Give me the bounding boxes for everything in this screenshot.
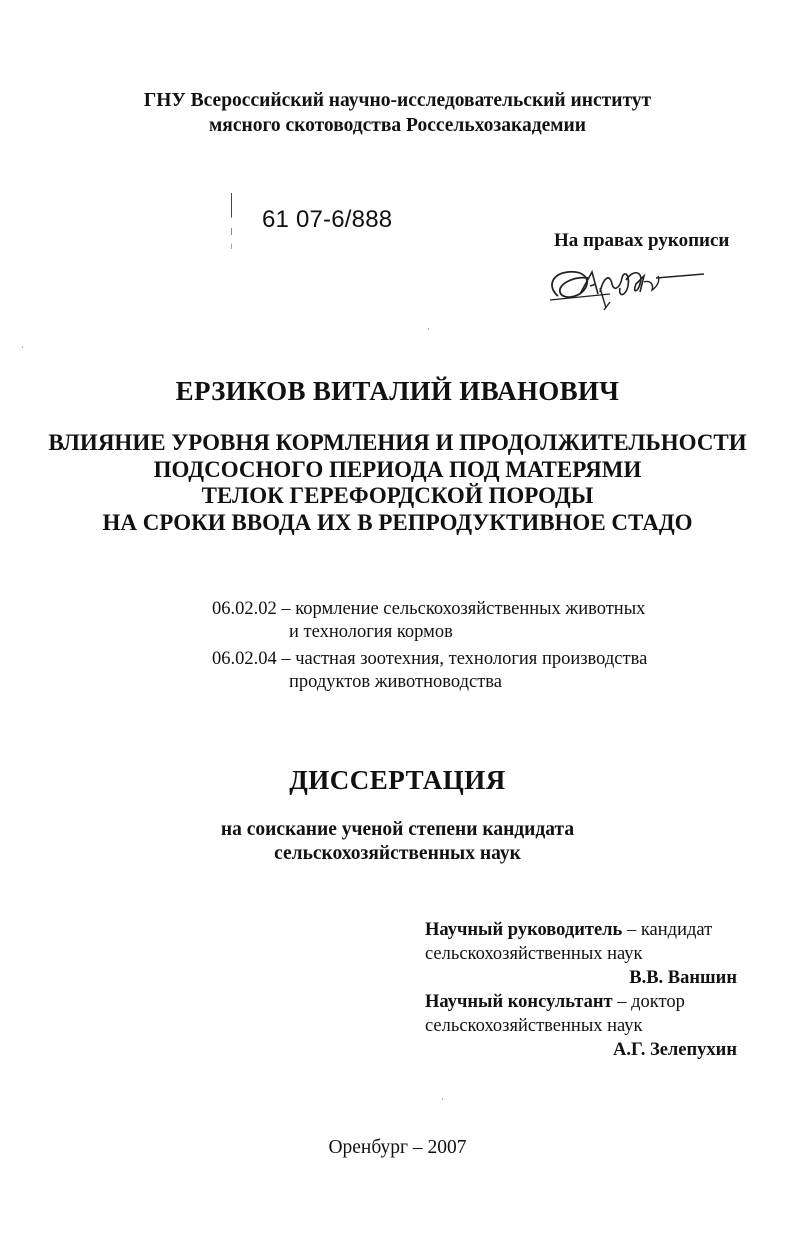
supervisor-field: сельскохозяйственных наук <box>425 944 643 964</box>
title-line-2: ПОДСОСНОГО ПЕРИОДА ПОД МАТЕРЯМИ <box>153 456 642 482</box>
supervisor-rank: кандидат <box>640 920 713 940</box>
institution-header <box>0 88 795 138</box>
manuscript-rights: На правах рукописи <box>554 230 730 251</box>
institution-line-1: ГНУ Всероссийский научно-исследовательский институт <box>143 90 652 111</box>
consultant-dash: – <box>612 992 632 1012</box>
consultant-role-row <box>425 990 737 1014</box>
consultant-field: сельскохозяйственных наук <box>425 1016 643 1036</box>
supervisor-dash: – <box>622 920 641 940</box>
specialty-1-line2: и технология кормов <box>289 622 453 642</box>
stamp-margin-line <box>231 193 232 263</box>
city-year: Оренбург – 2007 <box>328 1137 467 1158</box>
title-line-3: ТЕЛОК ГЕРЕФОРДСКОЙ ПОРОДЫ <box>201 483 594 508</box>
author-name: ЕРЗИКОВ ВИТАЛИЙ ИВАНОВИЧ <box>175 376 620 406</box>
supervisor-role-row <box>425 918 737 942</box>
consultant-role: Научный консультант <box>425 992 613 1012</box>
specialty-2-line2: продуктов животноводства <box>289 672 502 692</box>
specialty-1-dash: – <box>276 599 296 619</box>
specialty-2 <box>212 648 647 694</box>
degree-line-1: на соискание ученой степени кандидата <box>220 819 575 840</box>
specialty-1 <box>212 598 645 644</box>
document-type: ДИССЕРТАЦИЯ <box>289 765 506 795</box>
specialty-2-code: 06.02.04 <box>212 649 277 669</box>
degree-line-2: сельскохозяйственных наук <box>274 843 521 864</box>
dissertation-title <box>0 430 795 536</box>
title-line-1: ВЛИЯНИЕ УРОВНЯ КОРМЛЕНИЯ И ПРОДОЛЖИТЕЛЬНОСТИ <box>48 430 747 455</box>
specialty-2-dash: – <box>276 649 296 669</box>
specialty-1-code: 06.02.02 <box>212 599 277 619</box>
specialty-2-line1: частная зоотехния, технология производства <box>295 649 648 669</box>
scan-speck <box>22 346 23 348</box>
signature-image <box>540 258 710 318</box>
degree-statement <box>0 818 795 866</box>
scan-speck <box>428 328 429 330</box>
consultant-name: А.Г. Зелепухин <box>613 1040 737 1060</box>
institution-line-2: мясного скотоводства Россельхозакадемии <box>209 115 586 136</box>
consultant-rank: доктор <box>631 992 685 1012</box>
specialty-1-line1: кормление сельскохозяйственных животных <box>295 599 646 619</box>
stamp-code: 61 07-6/888 <box>262 206 393 233</box>
advisors-block <box>425 918 737 1062</box>
supervisor-name: В.В. Ваншин <box>629 968 737 988</box>
title-line-4: НА СРОКИ ВВОДА ИХ В РЕПРОДУКТИВНОЕ СТАДО <box>102 509 693 535</box>
scan-speck <box>442 1098 443 1100</box>
supervisor-role: Научный руководитель <box>425 920 623 940</box>
